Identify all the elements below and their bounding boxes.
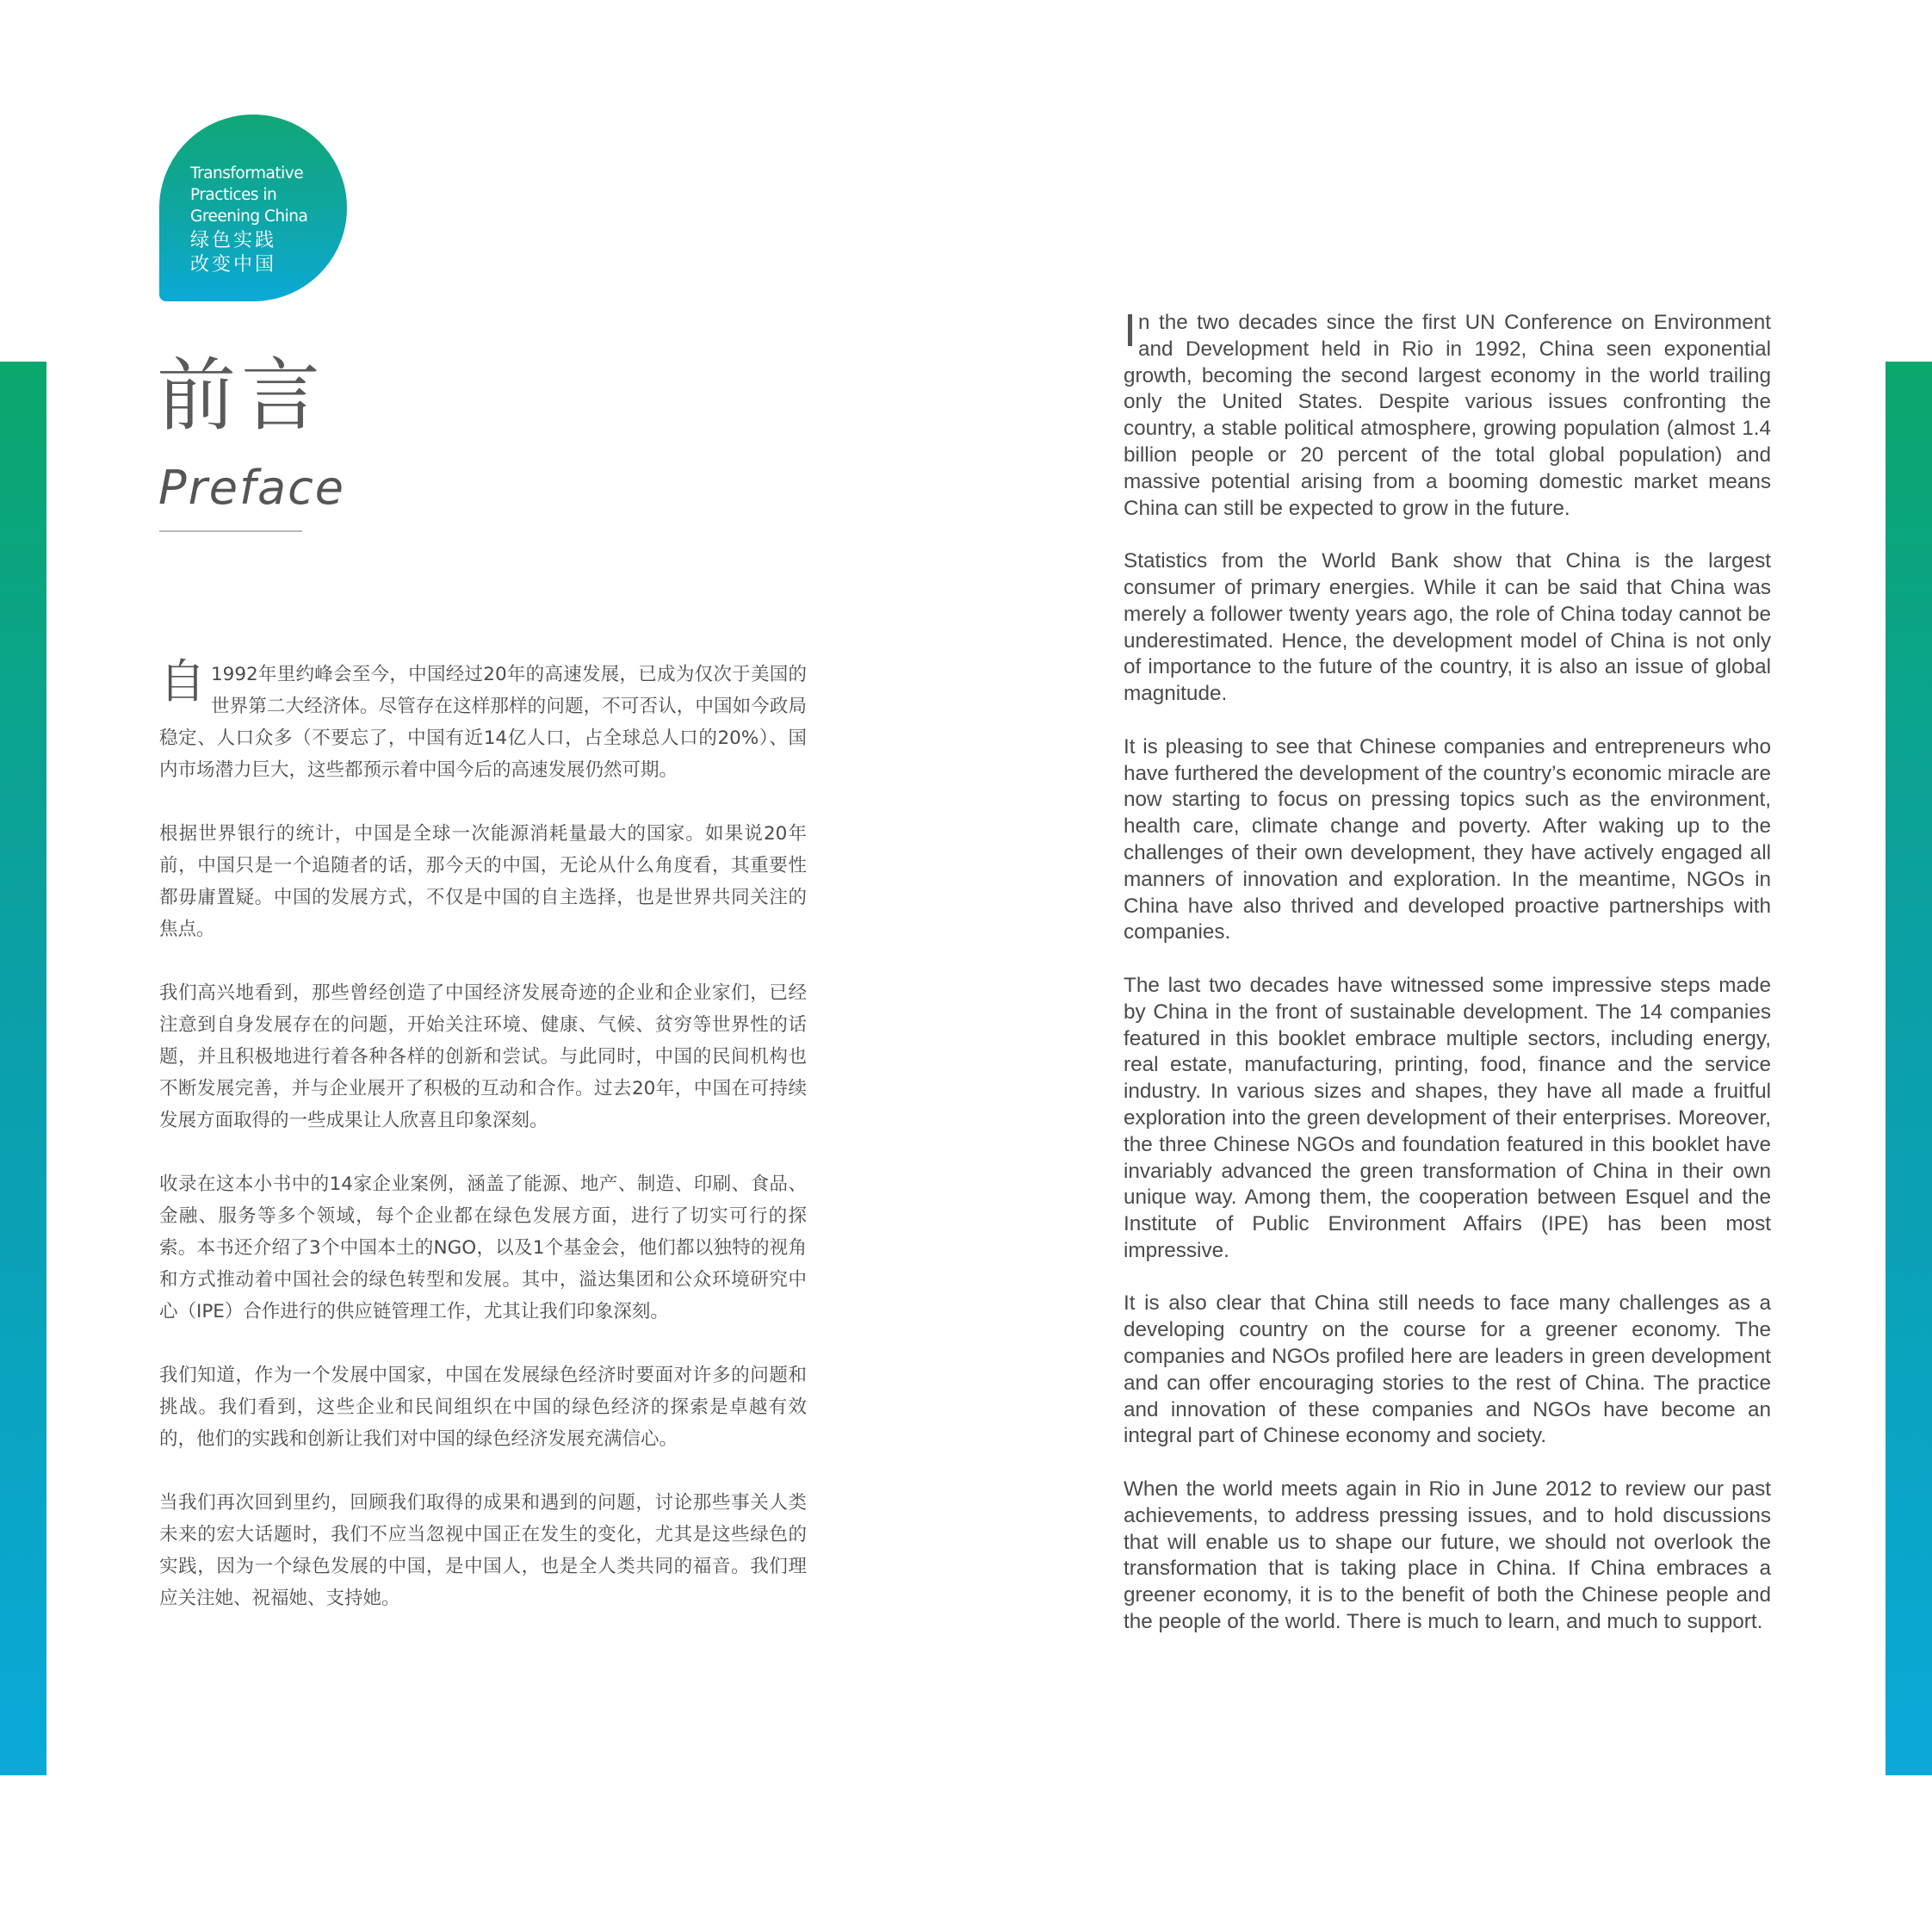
- english-paragraph-text: n the two decades since the first UN Conference on Environment and Development held in Rio in 1992, China seen exponential growth, becoming the second largest economy in the world trailing only the United States. Despite various issues confronting the country, a stable political atmosphere, growing population (almost 1.4 billion people or 20 percent of the total global population) and massive potential arising from a booming domestic market means China can still be expected to grow in the future.: [1124, 311, 1771, 520]
- english-paragraph: The last two decades have witnessed some impressive steps made by China in the front of sustainable development. The 14 companies featured in this booklet embrace multiple sectors, including energy, real estate, manufacturing, printing, food, finance and the service industry. In various sizes and shapes, they have all made a fruitful exploration into the green development of their enterprises. Moreover, the three Chinese NGOs and foundation featured in this booklet have invariably advanced the green transformation of China in their own unique way. Among them, the cooperation between Esquel and the Institute of Public Environment Affairs (IPE) has been most impressive.: [1124, 973, 1771, 1262]
- page-title-english: Preface: [158, 461, 346, 515]
- series-badge: [159, 115, 347, 301]
- english-dropcap: I: [1124, 305, 1137, 356]
- chinese-paragraph: 我们高兴地看到，那些曾经创造了中国经济发展奇迹的企业和企业家们，已经注意到自身发展存在的问题，开始关注环境、健康、气候、贫穷等世界性的话题，并且积极地进行着各种各样的创新和尝试。与此同时，中国的民间机构也不断发展完善，并与企业展开了积极的互动和合作。过去20年，中国在可持续发展方面取得的一些成果让人欣喜且印象深刻。: [159, 982, 807, 1131]
- chinese-paragraph: [159, 654, 807, 786]
- chinese-body: [159, 654, 807, 1646]
- page-title-chinese: 前言: [157, 350, 326, 442]
- badge-chinese-text: 绿色实践 改变中国: [190, 230, 277, 276]
- english-paragraph: Statistics from the World Bank show that China is the largest consumer of primary energies. While it can be said that China was merely a follower twenty years ago, the role of China today cannot be underestimated. Hence, the development model of China is not only of importance to the future of the country, it is also an issue of global magnitude.: [1124, 549, 1771, 706]
- english-body: [1124, 305, 1771, 1663]
- right-accent-bar: [1886, 362, 1932, 1775]
- chinese-paragraph: 当我们再次回到里约，回顾我们取得的成果和遇到的问题，讨论那些事关人类未来的宏大话题时，我们不应当忽视中国正在发生的变化，尤其是这些绿色的实践，因为一个绿色发展的中国，是中国人，也是全人类共同的福音。我们理应关注她、祝福她、支持她。: [159, 1492, 807, 1609]
- chinese-paragraph-text: 1992年里约峰会至今，中国经过20年的高速发展，已成为仅次于美国的世界第二大经济体。尽管存在这样那样的问题，不可否认，中国如今政局稳定、人口众多（不要忘了，中国有近14亿人口，占全球总人口的20%）、国内市场潜力巨大，这些都预示着中国今后的高速发展仍然可期。: [159, 664, 807, 781]
- english-paragraph: It is pleasing to see that Chinese companies and entrepreneurs who have furthered the development of the country’s economic miracle are now starting to focus on pressing topics such as the environment, health care, climate change and poverty. After waking up to the challenges of their own development, they have actively engaged all manners of innovation and exploration. In the meantime, NGOs in China have also thrived and developed proactive partnerships with companies.: [1124, 734, 1771, 944]
- chinese-paragraph: 我们知道，作为一个发展中国家，中国在发展绿色经济时要面对许多的问题和挑战。我们看到，这些企业和民间组织在中国的绿色经济的探索是卓越有效的，他们的实践和创新让我们对中国的绿色经济发展充满信心。: [159, 1365, 807, 1450]
- title-divider: [159, 530, 302, 532]
- badge-english-text: Transformative Practices in Greening China: [190, 164, 308, 226]
- english-paragraph: [1124, 305, 1771, 522]
- left-accent-bar: [0, 362, 46, 1775]
- english-paragraph: It is also clear that China still needs to face many challenges as a developing country on the course for a greener economy. The companies and NGOs profiled here are leaders in green development and can offer encouraging stories to the rest of China. The practice and innovation of these companies and NGOs have become an integral part of Chinese economy and society.: [1124, 1291, 1771, 1448]
- english-paragraph: When the world meets again in Rio in June 2012 to review our past achievements, to address pressing issues, and to hold discussions that will enable us to shape our future, we should not overlook the transformation that is taking place in China. If China embraces a greener economy, it is to the benefit of both the Chinese people and the people of the world. There is much to learn, and much to support.: [1124, 1477, 1771, 1634]
- chinese-dropcap: 自: [159, 654, 206, 709]
- chinese-paragraph: 根据世界银行的统计，中国是全球一次能源消耗量最大的国家。如果说20年前，中国只是一个追随者的话，那今天的中国，无论从什么角度看，其重要性都毋庸置疑。中国的发展方式，不仅是中国的自主选择，也是世界共同关注的焦点。: [159, 823, 807, 940]
- chinese-paragraph: 收录在这本小书中的14家企业案例，涵盖了能源、地产、制造、印刷、食品、金融、服务等多个领域，每个企业都在绿色发展方面，进行了切实可行的探索。本书还介绍了3个中国本土的NGO，以及1个基金会，他们都以独特的视角和方式推动着中国社会的绿色转型和发展。其中，溢达集团和公众环境研究中心（IPE）合作进行的供应链管理工作，尤其让我们印象深刻。: [159, 1173, 807, 1322]
